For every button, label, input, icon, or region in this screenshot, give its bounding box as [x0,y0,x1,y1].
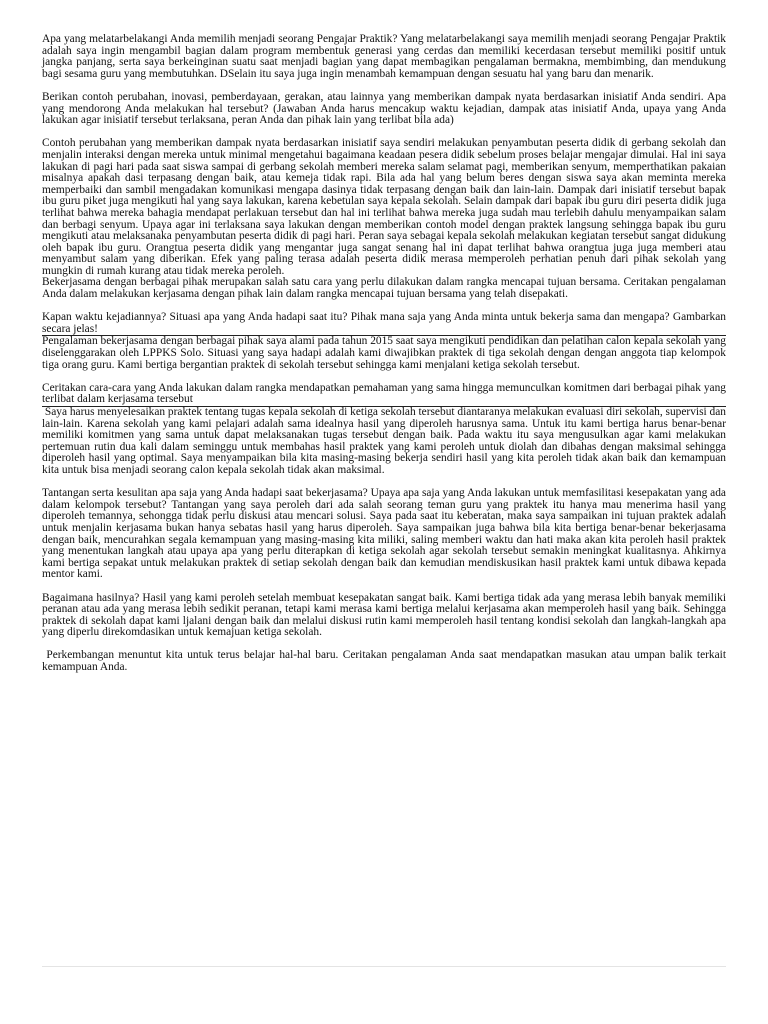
document-body [42,33,729,685]
paragraph-results: Bagaimana hasilnya? Hasil yang kami peroleh setelah membuat kesepakatan sangat baik. Kami bertiga tidak ada yang merasa lebih banyak memiliki peranan atau ada yang merasa lebih sedikit peranan, tetapi kami merasa kami bertiga melalui kerjasama akan memperoleh hasil yang baik. Sehingga praktek di sekolah dapat kami ljalani dengan baik dan melalui diskusi rutin kami memperoleh hasil tentang kondisi sekolah dan langkah-langkah apa yang diperlu direkomdasikan untuk kemajuan ketiga sekolah. [42,591,729,639]
paragraph-collaboration-answer: Pengalaman bekerjasama dengan berbagai pihak saya alami pada tahun 2015 saat saya mengikuti pendidikan dan pelatihan calon kepala sekolah yang diselenggarakan oleh LPPKS Solo. Situasi yang saya hadapi adalah kami diwajibkan praktek di tiga sekolah dengan dengan anggota tiap kelompok tiga orang guru. Kami bertiga bergantian praktek di sekolah tersebut sehingga kami menjalani ketiga sekolah tersebut. [42,335,729,371]
paragraph-initiative-answer: Contoh perubahan yang memberikan dampak nyata berdasarkan inisiatif saya sendiri melakukan penyambutan peserta didik di gerbang sekolah dan menjalin interaksi dengan mereka untuk minimal mengetahui bagaimana keadaan pesera didik sebelum proses belajar mengajar dimulai. Hal ini saya lakukan di pagi hari pada saat siswa sampai di gerbang sekolah memberi mereka salam selamat pagi, memberikan senyum, memperthatikan pakaian misalnya apakah dasi terpasang dengan baik, atau kemeja tidak rapi. Bila ada hal yang belum beres dengan siswa saya akan meminta mereka memperbaiki dan sambil mengadakan komunikasi mengapa dasinya tidak terpasang dengan baik dan lain-lain. Dampak dari inisiatif tersebut bapak ibu guru piket juga mengikuti hal yang saya lakukan, karena kebetulan saya kepala sekolah. Selain dampak dari bapak ibu guru diri peserta didik juga terlihat bahwa mereka bahagia mendapat perlakuan tersebut dan hal ini terlihat bahwa mereka juga sudah mau terlebih dahulu menyampaikan salam dan berbagi senyum. Upaya agar ini terlaksana saya lakukan dengan memberikan contoh model dengan praktek langsung sehingga bapak ibu guru mengikuti atau melaksanaka penyambutan peserta didik di pagi hari. Peran saya sebagai kepala sekolah melakukan kegiatan tersebut sangat didukung oleh bapak ibu guru. Orangtua peserta didik yang mengantar juga sangat senang hal ini dapat terlihat bahwa orangtua juga juga memberi atau menyambut salam yang diberikan. Efek yang paling terasa adalah peserta didik merasa memperoleh perhatian penuh dari pihak sekolah yang mungkin di rumah kurang atau tidak mereka peroleh. [42,137,729,277]
paragraph-challenges: Tantangan serta kesulitan apa saja yang Anda hadapi saat bekerjasama? Upaya apa saja yang Anda lakukan untuk memfasilitasi kesepakatan yang ada dalam kelompok tersebut? Tantangan yang saya peroleh dari ada salah seorang teman guru yang praktek itu hanya mau menerima hasil yang diperoleh temannya, sehongga tidak perlu diskusi atau mencari solusi. Saya pada saat itu keberatan, maka saya sampaikan ini tujuan praktek adalah untuk menjalin kerjasama bukan hanya sebatas hasil yang harus diperoleh. Saya sampaikan juga bahwa bila kita bertiga benar-benar bekerjasama dengan baik, mencurahkan segala kemampuan yang masing-masing kita miliki, saling memberi waktu dan hati maka akan kita peroleh hasil praktek yang menentukan langkah atau upaya apa yang perlu diterapkan di ketiga sekolah agar sekolah tersebut semakin meningkat kualitasnya. Ahkirnya kami bertiga sepakat untuk melakukan praktek di setiap sekolah dengan baik dan kemudian mendiskusikan hasil praktek kami untuk dibawa kepada mentor kami. [42,487,729,581]
paragraph-feedback-question: Perkembangan menuntut kita untuk terus belajar hal-hal baru. Ceritakan pengalaman Anda saat mendapatkan masukan atau umpan balik terkait kemampuan Anda. [42,649,729,674]
paragraph-collaboration-question: Kapan waktu kejadiannya? Situasi apa yang Anda hadapi saat itu? Pihak mana saja yang Anda minta untuk bekerja sama dan mengapa? Gambarkan secara jelas! [42,311,729,335]
paragraph-initiative-question: Berikan contoh perubahan, inovasi, pemberdayaan, gerakan, atau lainnya yang memberikan dampak nyata berdasarkan inisiatif Anda sendiri. Apa yang mendorong Anda melakukan hal tersebut? (Jawaban Anda harus mencakup waktu kejadian, dampak atas inisiatif Anda, upaya yang Anda lakukan agar inisiatif tersebut terlaksana, peran Anda dan pihak lain yang terlibat bila ada) [42,90,729,127]
page-footer-divider [42,966,726,967]
paragraph-commitment-answer: Saya harus menyelesaikan praktek tentang tugas kepala sekolah di ketiga sekolah tersebut diantaranya melakukan evaluasi diri sekolah, supervisi dan lain-lain. Karena sekolah yang kami pelajari adalah sama idealnya hasil yang diperoleh harusnya sama. Untuk itu kami bertiga harus benar-benar memiliki komitmen yang sama untuk dapat melaksanakan tugas tersebut dengan baik. Pada waktu itu saya mengusulkan agar kami melakukan pertemuan rutin dua kali dalam seminggu untuk membahas hasil praktek yang kami peroleh untuk diolah dan dibahas dengan maksimal sehingga diperoleh hasil yang optimal. Saya menyampaikan bila kita masing-masing bekerja sendiri hasil yang kita peroleh tidak akan baik dan kemampuan kita untuk bisa menjadi seorang calon kepala sekolah tidak akan maksimal. [42,406,729,476]
paragraph-collaboration-intro: Bekerjasama dengan berbagai pihak merupakan salah satu cara yang perlu dilakukan dalam rangka mencapai tujuan bersama. Ceritakan pengalaman Anda dalam melakukan kerjasama dengan pihak lain dalam rangka mencapai tujuan bersama yang telah disepakati. [42,276,729,301]
paragraph-commitment-question: Ceritakan cara-cara yang Anda lakukan dalam rangka mendapatkan pemahaman yang sama hingga memunculkan komitmen dari berbagai pihak yang terlibat dalam kerjasama tersebut [42,381,729,406]
paragraph-motivation: Apa yang melatarbelakangi Anda memilih menjadi seorang Pengajar Praktik? Yang melatarbelakangi saya memilih menjadi seorang Pengajar Praktik adalah saya ingin mengambil bagian dalam program membentuk generasi yang cerdas dan memiliki kecerdasan tersebut memiliki positif untuk jangka panjang, serta saya berkeinginan suatu saat menjadi bagian yang dapat membagikan pengalaman bermakna, membimbing, dan mendukung bagi sesama guru yang membutuhkan. DSelain itu saya juga ingin menambah kemampuan dengan sesuatu hal yang baru dan menarik. [42,33,729,80]
